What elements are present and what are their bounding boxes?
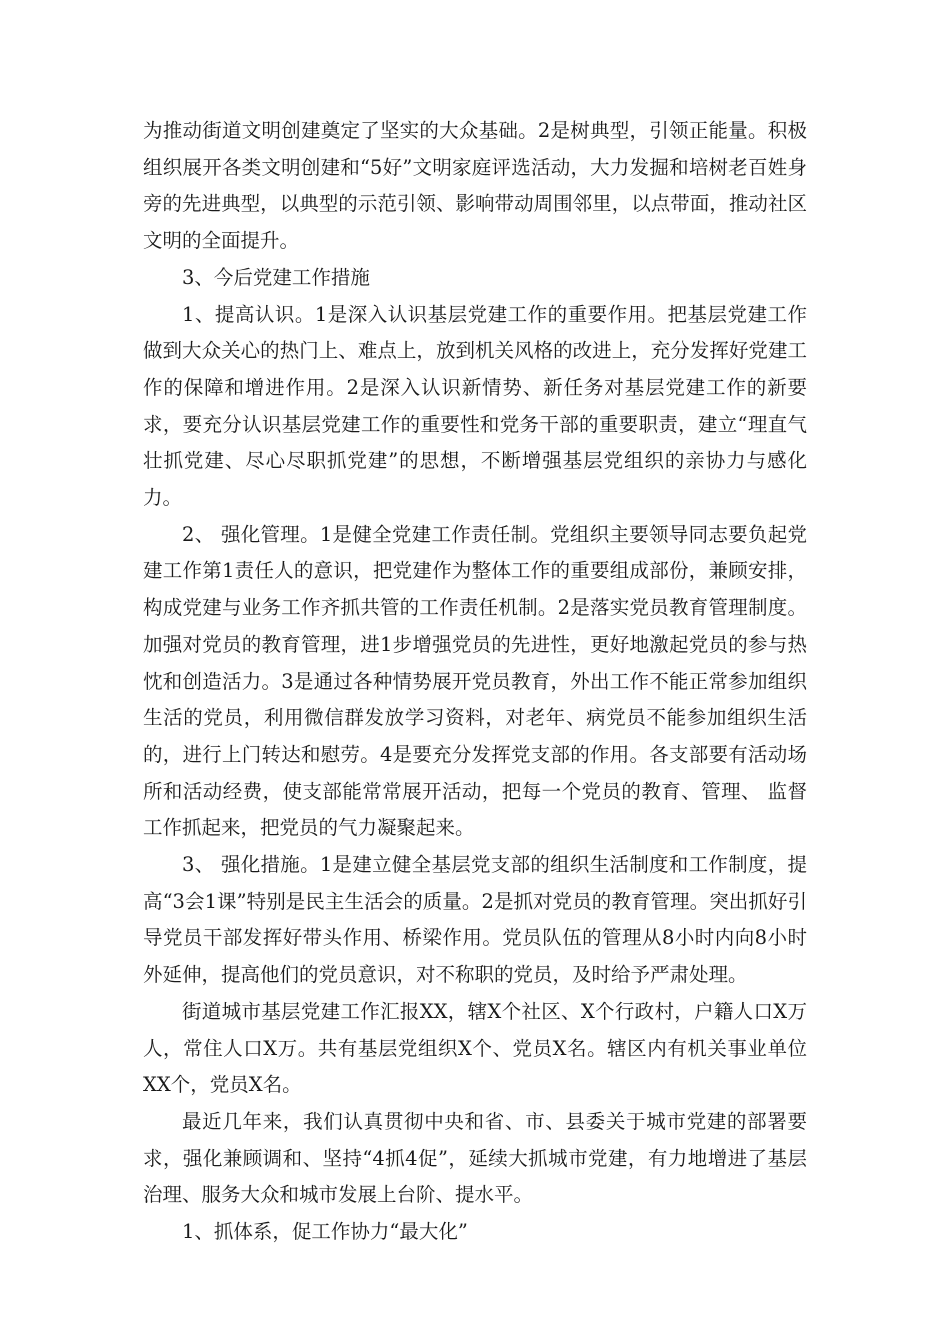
paragraph-strengthen-management: 2、 强化管理。1是健全党建工作责任制。党组织主要领导同志要负起党建工作第1责任人的意识，把党建作为整体工作的重要组成部份，兼顾安排，构成党建与业务工作齐抓共管的工作责任机制。2是落实党员教育管理制度。加强对党员的教育管理，进1步增强党员的先进性，更好地激起党员的参与热忱和创造活力。3是通过各种情势展开党员教育，外出工作不能正常参加组织生活的党员，利用微信群发放学习资料，对老年、病党员不能参加组织生活的，进行上门转达和慰劳。4是要充分发挥党支部的作用。各支部要有活动场所和活动经费，使支部能常常展开活动，把每一个党员的教育、管理、 监督工作抓起来，把党员的气力凝聚起来。 <box>143 522 807 840</box>
document-body <box>143 113 807 1251</box>
paragraph-1: 为推动街道文明创建奠定了坚实的大众基础。2是树典型，引领正能量。积极组织展开各类文明创建和“5好”文明家庭评选活动，大力发掘和培树老百姓身旁的先进典型，以典型的示范引领、影响带动周围邻里，以点带面，推动社区文明的全面提升。 <box>143 119 807 253</box>
paragraph-recent-years: 最近几年来，我们认真贯彻中央和省、市、县委关于城市党建的部署要求，强化兼顾调和、坚持“4抓4促”，延续大抓城市党建，有力地增进了基层治理、服务大众和城市发展上台阶、提水平。 <box>143 1109 807 1207</box>
paragraph-street-report: 街道城市基层党建工作汇报XX，辖X个社区、X个行政村，户籍人口X万人，常住人口X万。共有基层党组织X个、党员X名。辖区内有机关事业单位XX个，党员X名。 <box>143 999 807 1097</box>
section-heading-measures: 3、今后党建工作措施 <box>182 265 370 289</box>
paragraph-strengthen-measures: 3、 强化措施。1是建立健全基层党支部的组织生活制度和工作制度，提高“3会1课”特别是民主生活会的质量。2是抓对党员的教育管理。突出抓好引导党员干部发挥好带头作用、桥梁作用。党员队伍的管理从8小时内向8小时外延伸，提高他们的党员意识，对不称职的党员，及时给予严肃处理。 <box>143 853 807 987</box>
subheading-system: 1、抓体系，促工作协力“最大化” <box>182 1220 468 1244</box>
paragraph-raise-awareness: 1、提高认识。1是深入认识基层党建工作的重要作用。把基层党建工作做到大众关心的热门上、难点上，放到机关风格的改进上，充分发挥好党建工作的保障和增进作用。2是深入认识新情势、新任务对基层党建工作的新要求，要充分认识基层党建工作的重要性和党务干部的重要职责，建立“理直气壮抓党建、尽心尽职抓党建”的思想，不断增强基层党组织的亲协力与感化力。 <box>143 302 807 510</box>
